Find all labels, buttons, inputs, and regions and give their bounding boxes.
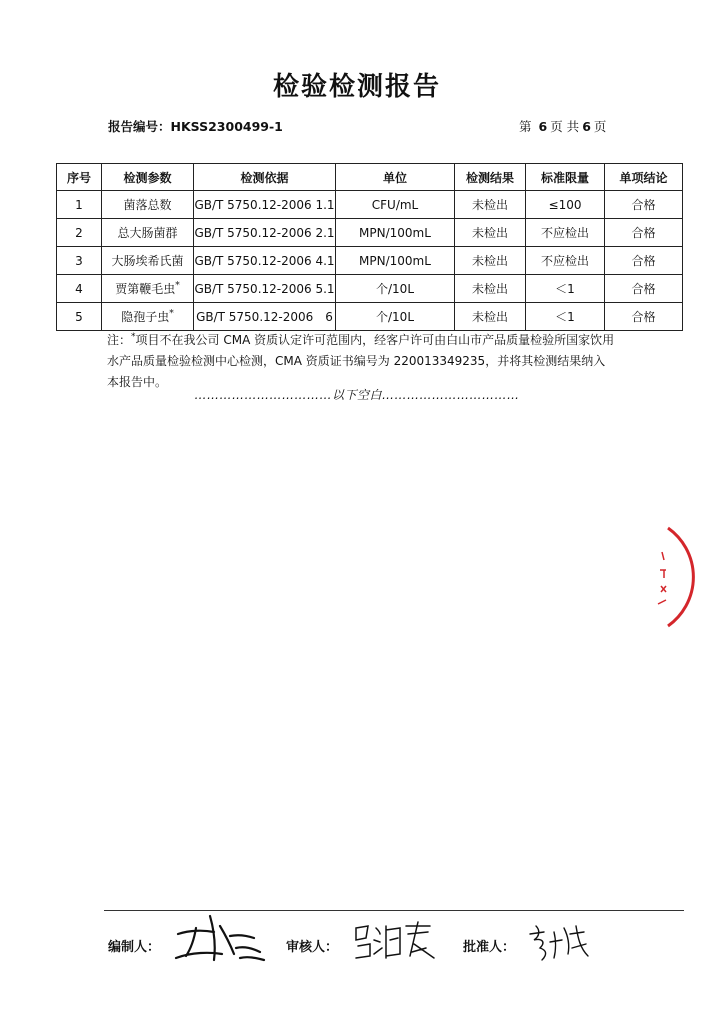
results-table [56,163,683,331]
col-header-basis: 检测依据 [194,164,336,191]
cell-conclusion: 合格 [605,219,683,247]
cell-param [102,275,194,303]
cell-no: 5 [57,303,102,331]
editor-label: 编制人： [108,940,161,955]
col-header-limit: 标准限量 [526,164,605,191]
cell-unit: CFU/mL [336,191,455,219]
approver-label: 批准人： [463,940,516,955]
cell-conclusion: 合格 [605,247,683,275]
cell-param-mark: * [175,281,180,291]
cell-no: 4 [57,275,102,303]
cell-unit: MPN/100mL [336,219,455,247]
cell-param-text: 大肠埃希氏菌 [111,254,184,268]
report-number [108,117,283,135]
cell-no: 2 [57,219,102,247]
report-number-value: HKSS2300499-1 [170,119,283,134]
page-total: 6 [582,119,591,134]
note-text: 项目不在我公司 CMA 资质认定许可范围内，经客户许可由白山市产品质量检验所国家饮用水产品质量检验检测中心检测，CMA 资质证书编号为 220013349235，并将其检测结果纳入本报告中。 [107,333,615,389]
editor-signature [170,906,270,966]
cell-basis: GB/T 5750.12-2006 2.1 [194,219,336,247]
cell-param-text: 菌落总数 [123,198,172,212]
cell-limit: 不应检出 [526,219,605,247]
cell-param-text: 总大肠菌群 [117,226,178,240]
blank-below-marker: ……………………………以下空白…………………………… [194,388,520,402]
reviewer-label: 审核人： [286,940,339,955]
cell-param [102,191,194,219]
cell-no: 1 [57,191,102,219]
cell-basis: GB/T 5750.12-2006 4.1 [194,247,336,275]
cell-basis: GB/T 5750.12-2006 1.1 [194,191,336,219]
table-row [57,275,683,303]
cell-param [102,219,194,247]
col-header-unit: 单位 [336,164,455,191]
cell-basis: GB/T 5750.12-2006 6 [194,303,336,331]
note-mark: * [131,332,136,342]
cell-result: 未检出 [455,303,526,331]
table-row [57,219,683,247]
col-header-no: 序号 [57,164,102,191]
cell-conclusion: 合格 [605,191,683,219]
cell-limit: ≤100 [526,191,605,219]
cell-unit: 个/10L [336,303,455,331]
cell-limit: 不应检出 [526,247,605,275]
cell-param-text: 隐孢子虫 [121,310,170,324]
cell-no: 3 [57,247,102,275]
page-current: 6 [538,119,548,134]
cell-conclusion: 合格 [605,275,683,303]
cell-result: 未检出 [455,247,526,275]
col-header-result: 检测结果 [455,164,526,191]
cell-param-text: 贾第鞭毛虫 [115,282,176,296]
cell-limit: ＜1 [526,275,605,303]
cell-unit: MPN/100mL [336,247,455,275]
report-number-label: 报告编号： [108,119,171,134]
cell-limit: ＜1 [526,303,605,331]
cell-result: 未检出 [455,275,526,303]
page-mid: 页 共 [550,119,580,134]
approver-signature [526,920,596,964]
cell-unit: 个/10L [336,275,455,303]
page-prefix: 第 [519,119,532,134]
cell-param [102,247,194,275]
cell-basis: GB/T 5750.12-2006 5.1 [194,275,336,303]
page-indicator [519,117,606,135]
report-title: 检验检测报告 [272,72,441,102]
reviewer-signature [352,918,442,964]
table-row [57,247,683,275]
table-row [57,191,683,219]
table-note [107,327,617,393]
col-header-param: 检测参数 [102,164,194,191]
cell-param-mark: * [169,309,174,319]
table-header-row [57,164,683,191]
page-suffix: 页 [593,119,607,134]
note-prefix: 注： [107,333,132,347]
cell-result: 未检出 [455,219,526,247]
cell-result: 未检出 [455,191,526,219]
official-seal-stamp [620,522,714,632]
cell-conclusion: 合格 [605,303,683,331]
col-header-conclusion: 单项结论 [605,164,683,191]
